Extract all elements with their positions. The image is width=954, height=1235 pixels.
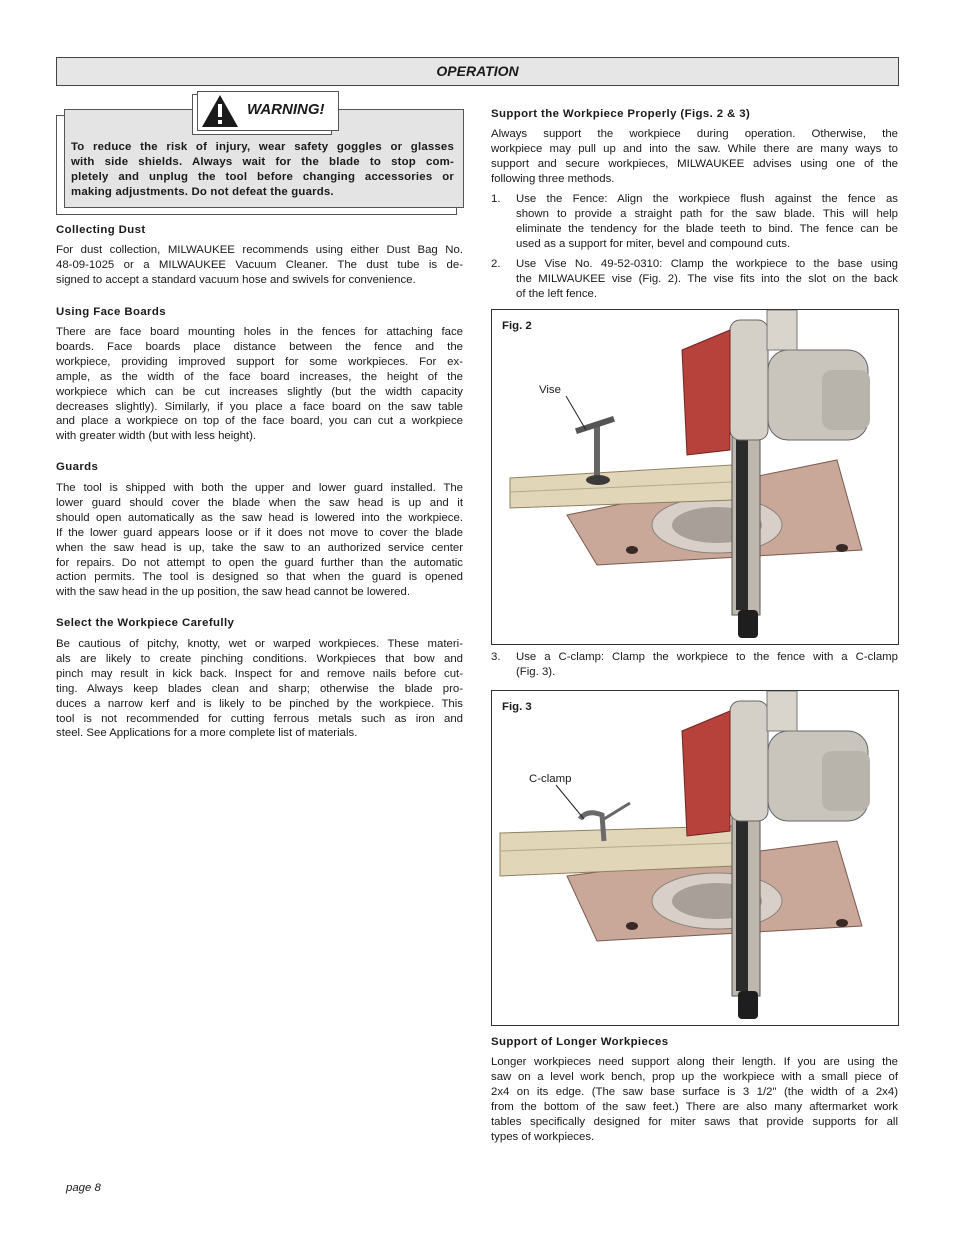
face-boards-section [56, 305, 463, 320]
body-line: For dust collection, MILWAUKEE recommends using either Dust Bag No. [56, 244, 463, 256]
body-line: tool is not recommended for cutting ferrous metals such as iron and [56, 712, 463, 725]
collecting-dust-section [56, 223, 463, 238]
body-line: with the saw head in the up position, the saw head cannot be lowered. [56, 586, 410, 599]
callout-leader [554, 783, 594, 823]
method-number: 2. [491, 258, 501, 270]
body-line: ting. Always keep blades clean and sharp; otherwise the blade pro- [56, 682, 463, 695]
body-line: workpiece may pull up and into the saw. While there are many ways to [491, 142, 898, 155]
method-line: the MILWAUKEE vise (Fig. 2). The vise fits into the slot on the back [516, 272, 898, 285]
collecting-dust-body [56, 243, 463, 288]
body-line: duces a narrow kerf and is likely to be pinched by the workpiece. This [56, 697, 463, 710]
method-text [516, 257, 898, 302]
face-boards-body [56, 325, 463, 444]
warning-line: making adjustments. Do not defeat the guards. [71, 185, 334, 198]
callout-leader [564, 394, 604, 434]
method-text [516, 192, 898, 252]
page-number: page 8 [66, 1182, 101, 1194]
figure-2 [491, 309, 899, 645]
method-3 [491, 650, 898, 680]
method-number: 3. [491, 651, 501, 663]
body-line: tables specifically designed for miter saws that provide supports for all [491, 1115, 898, 1128]
figure-3 [491, 690, 899, 1026]
method-line: eliminate the tendency for the blade teeth to bind. The fence can be [516, 222, 898, 235]
body-line: als are likely to create pinching conditions. Workpieces that bow and [56, 652, 463, 665]
body-line: from the bottom of the saw feet.) There are also many aftermarket work [491, 1100, 898, 1113]
saw-vise-illustration [492, 310, 898, 644]
saw-c-clamp-illustration [492, 691, 898, 1025]
body-line: and place a workpiece on top of the face board, you can cut a workpiece [56, 415, 463, 428]
support-properly-body [491, 127, 898, 187]
body-line: lower guard should cover the blade when the saw head is up and it [56, 496, 463, 509]
body-line: There are face board mounting holes in the fences for attaching face [56, 326, 463, 338]
method-text [516, 650, 898, 680]
warning-line: To reduce the risk of injury, wear safety goggles or glasses [71, 141, 454, 153]
body-line: Be cautious of pitchy, knotty, wet or warped workpieces. These materi- [56, 638, 463, 650]
body-line: when the saw head is up, take the saw to an authorized service center [56, 541, 463, 554]
method-number: 1. [491, 193, 501, 205]
method-line: (Fig. 3). [516, 665, 556, 678]
body-line: Always support the workpiece during operation. Otherwise, the [491, 128, 898, 140]
warning-text [71, 140, 454, 200]
body-line: with greater width (but with less height). [56, 430, 257, 443]
method-line: Use the Fence: Align the workpiece flush against the fence as [516, 193, 898, 205]
body-line: support and secure workpieces, MILWAUKEE advises using one of the [491, 157, 898, 170]
body-line: decreases slightly). Similarly, if you place a face board on the saw table [56, 400, 463, 413]
figure-2-callout: Vise [539, 384, 561, 396]
figure-3-callout: C-clamp [529, 773, 572, 785]
warning-line: pletely and unplug the tool before changing accessories or [71, 170, 454, 183]
collecting-dust-heading: Collecting Dust [56, 224, 146, 236]
body-line: 2x4 on its edge. (The saw base surface is 3 1/2" (the width of a 2x4) [491, 1085, 898, 1098]
support-properly-heading: Support the Workpiece Properly (Figs. 2 & 3) [491, 108, 751, 120]
guards-heading: Guards [56, 461, 99, 473]
method-line: Use Vise No. 49-52-0310: Clamp the workpiece to the base using [516, 258, 898, 270]
method-line: used as a support for miter, bevel and compound cuts. [516, 237, 791, 250]
body-line: ample, as the width of the face board increases, the height of the [56, 370, 463, 383]
select-workpiece-heading: Select the Workpiece Carefully [56, 617, 235, 629]
warning-triangle-icon [200, 93, 240, 129]
body-line: action permits. The tool is designed so that when the guard is opened [56, 571, 463, 584]
method-line: of the left fence. [516, 287, 598, 300]
guards-section [56, 460, 463, 475]
warning-title: WARNING! [247, 101, 325, 118]
body-line: saw on a level work bench, prop up the workpiece with a small piece of [491, 1070, 898, 1083]
body-line: types of workpieces. [491, 1130, 595, 1143]
body-line: pinch may result in kick back. Inspect for and remove nails before cut- [56, 667, 463, 680]
method-2 [491, 257, 898, 302]
method-1 [491, 192, 898, 252]
method-line: Use a C-clamp: Clamp the workpiece to the fence with a C-clamp [516, 651, 898, 663]
body-line: 48-09-1025 or a MILWAUKEE Vacuum Cleaner. The dust tube is de- [56, 258, 463, 271]
support-properly-section [491, 107, 898, 122]
guards-body [56, 481, 463, 600]
body-line: should open automatically as the saw head is lowered into the workpiece. [56, 511, 463, 524]
face-boards-heading: Using Face Boards [56, 306, 166, 318]
figure-2-label: Fig. 2 [502, 320, 532, 332]
body-line: Longer workpieces need support along their length. If you are using the [491, 1056, 898, 1068]
select-workpiece-section [56, 616, 463, 631]
body-line: signed to accept a standard vacuum hose and swivels for convenience. [56, 273, 416, 286]
body-line: boards. Face boards place distance between the fence and the [56, 340, 463, 353]
section-header: OPERATION [56, 57, 899, 86]
body-line: steel. See Applications for a more complete list of materials. [56, 727, 358, 740]
longer-workpieces-body [491, 1055, 898, 1144]
longer-workpieces-heading: Support of Longer Workpieces [491, 1036, 669, 1048]
figure-3-label: Fig. 3 [502, 701, 532, 713]
select-workpiece-body [56, 637, 463, 741]
longer-workpieces-section [491, 1035, 898, 1050]
method-line: shown to provide a straight path for the saw blade. This will help [516, 207, 898, 220]
body-line: workpiece which can be cut increases slightly (but the width capacity [56, 385, 463, 398]
body-line: workpiece, providing improved support for some workpieces. For ex- [56, 355, 463, 368]
body-line: for repairs. Do not attempt to open the guard further than the automatic [56, 556, 463, 569]
body-line: following three methods. [491, 172, 615, 185]
body-line: The tool is shipped with both the upper and lower guard installed. The [56, 482, 463, 494]
warning-line: with side shields. Always wait for the blade to stop com- [71, 155, 454, 168]
body-line: If the lower guard appears loose or if it does not move to cover the blade [56, 526, 463, 539]
